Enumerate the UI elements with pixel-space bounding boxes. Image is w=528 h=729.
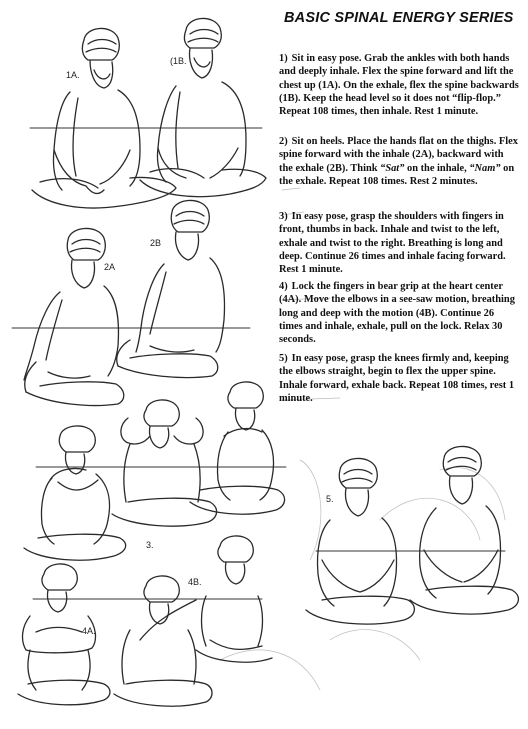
step-2-text-between: on the inhale, (404, 162, 470, 174)
figure-2a-drawing (24, 228, 124, 405)
step-2 (279, 135, 519, 188)
figure-label-3: 3. (146, 540, 154, 550)
figure-1a-drawing (32, 28, 176, 208)
step-5-text: In easy pose, grasp the knees firmly and, keeping the elbows straight, begin to flex the upper spine. Inhale forward, exhale back. Repeat 108 times, rest 1 minute. (279, 353, 515, 404)
step-2-sat: “Sat” (380, 162, 405, 174)
figure-1b-drawing (140, 18, 266, 196)
figure-3-drawing (24, 382, 285, 560)
step-4 (279, 280, 519, 346)
step-5 (279, 352, 519, 405)
figure-label-4b: 4B. (188, 577, 202, 587)
figure-4b-drawing (114, 536, 272, 706)
step-1 (279, 52, 519, 118)
figure-label-1b: (1B. (170, 56, 187, 66)
step-2-number: 2) (279, 136, 288, 147)
step-4-number: 4) (279, 281, 288, 292)
step-3 (279, 210, 519, 276)
figure-label-1a: 1A. (66, 70, 80, 80)
step-1-text: Sit in easy pose. Grab the ankles with both hands and deeply inhale. Flex the spine forward and lift the chest up (1A). On the exhale, flex the spine backwards (1B). Keep the head level so it does not “flip-flop.” Repeat 108 times, then inhale. Rest 1 minute. (279, 53, 519, 118)
figure-label-4a: 4A. (82, 626, 96, 636)
step-5-number: 5) (279, 353, 288, 364)
figure-2b-drawing (117, 200, 225, 377)
step-3-text: In easy pose, grasp the shoulders with fingers in front, thumbs in back. Inhale and twist to the left, exhale and twist to the right. Breathing is long and deep. Continue 26 times and inhale facing forward. Rest 1 minute. (279, 211, 506, 276)
step-2-nam: “Nam” (469, 162, 501, 174)
page-title: BASIC SPINAL ENERGY SERIES (284, 10, 514, 26)
figure-label-2b: 2B (150, 238, 162, 248)
figure-4a-drawing (18, 564, 110, 705)
figure-label-5: 5. (326, 494, 334, 504)
step-3-number: 3) (279, 211, 288, 222)
step-4-text: Lock the fingers in bear grip at the heart center (4A). Move the elbows in a see-saw motion, breathing long and deep with the motion (4B). Continue 26 times and inhale, exhale, pull on the lock. Relax 30 seconds. (279, 281, 515, 346)
step-2-text-before: Sit on heels. Place the hands flat on the thighs. Flex spine forward with the inhale (2A), backward with the exhale (2B). Think (279, 136, 518, 174)
step-1-number: 1) (279, 53, 288, 64)
figure-label-2a: 2A (104, 262, 116, 272)
figure-5-drawing (306, 446, 518, 624)
step-2-text-after: on the exhale. Repeat 108 times. Rest 2 minutes. (279, 162, 515, 187)
